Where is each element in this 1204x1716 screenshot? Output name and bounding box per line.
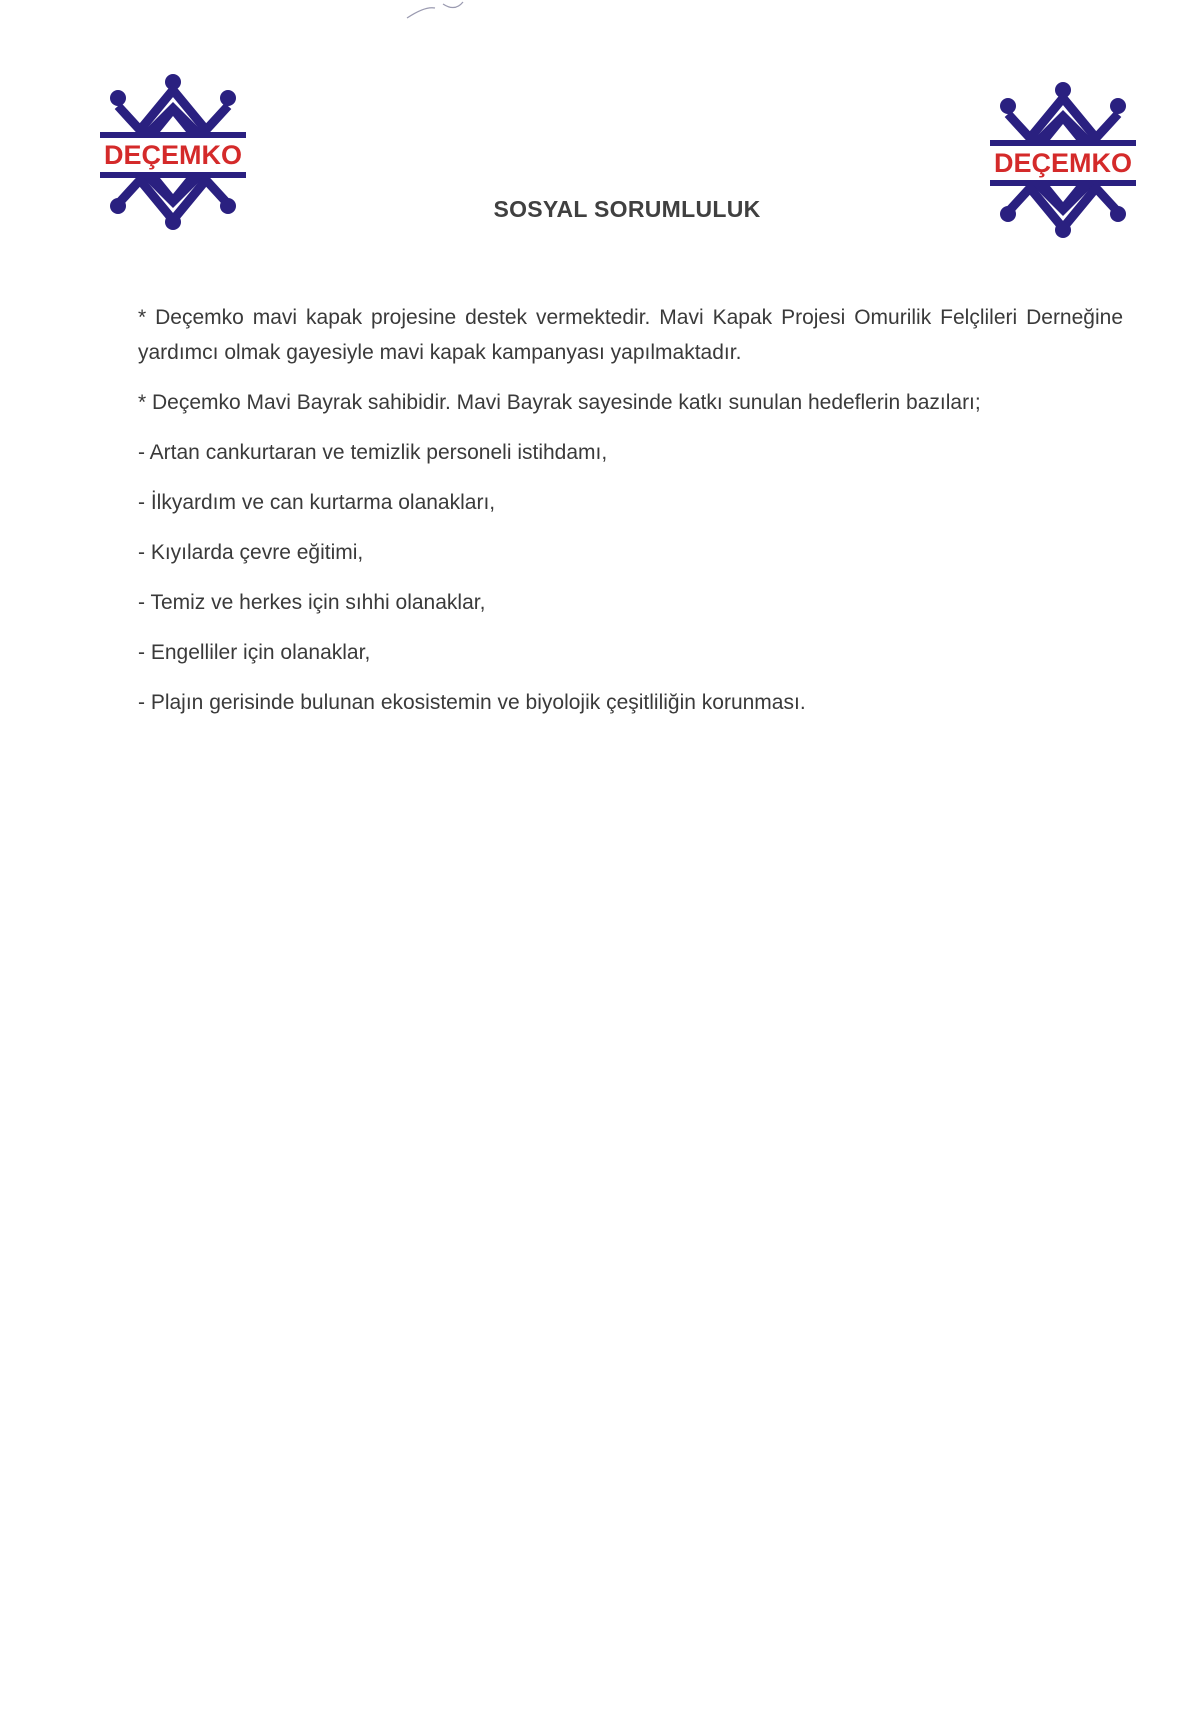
scan-mark bbox=[405, 0, 465, 20]
document-body bbox=[138, 300, 1123, 735]
logo-text: DEÇEMKO bbox=[993, 148, 1133, 178]
list-item: - Engelliler için olanaklar, bbox=[138, 641, 371, 664]
paragraph-mavi-bayrak: * Deçemko Mavi Bayrak sahibidir. Mavi Bayrak sayesinde katkı sunulan hedeflerin bazıları; bbox=[138, 391, 981, 414]
list-item: - Kıyılarda çevre eğitimi, bbox=[138, 541, 364, 564]
logo-text: DEÇEMKO bbox=[103, 140, 243, 170]
list-item: - İlkyardım ve can kurtarma olanakları, bbox=[138, 491, 496, 514]
list-item: - Plajın gerisinde bulunan ekosistemin ve biyolojik çeşitliliğin korunması. bbox=[138, 691, 806, 714]
page-title: SOSYAL SORUMLULUK bbox=[493, 196, 761, 222]
list-item: - Temiz ve herkes için sıhhi olanaklar, bbox=[138, 591, 486, 614]
list-item: - Artan cankurtaran ve temizlik personeli istihdamı, bbox=[138, 441, 608, 464]
paragraph-mavi-kapak: * Deçemko mavi kapak projesine destek vermektedir. Mavi Kapak Projesi Omurilik Felçlileri Derneğine yardımcı olmak gayesiyle mavi kapak kampanyası yapılmaktadır. bbox=[138, 306, 1123, 364]
